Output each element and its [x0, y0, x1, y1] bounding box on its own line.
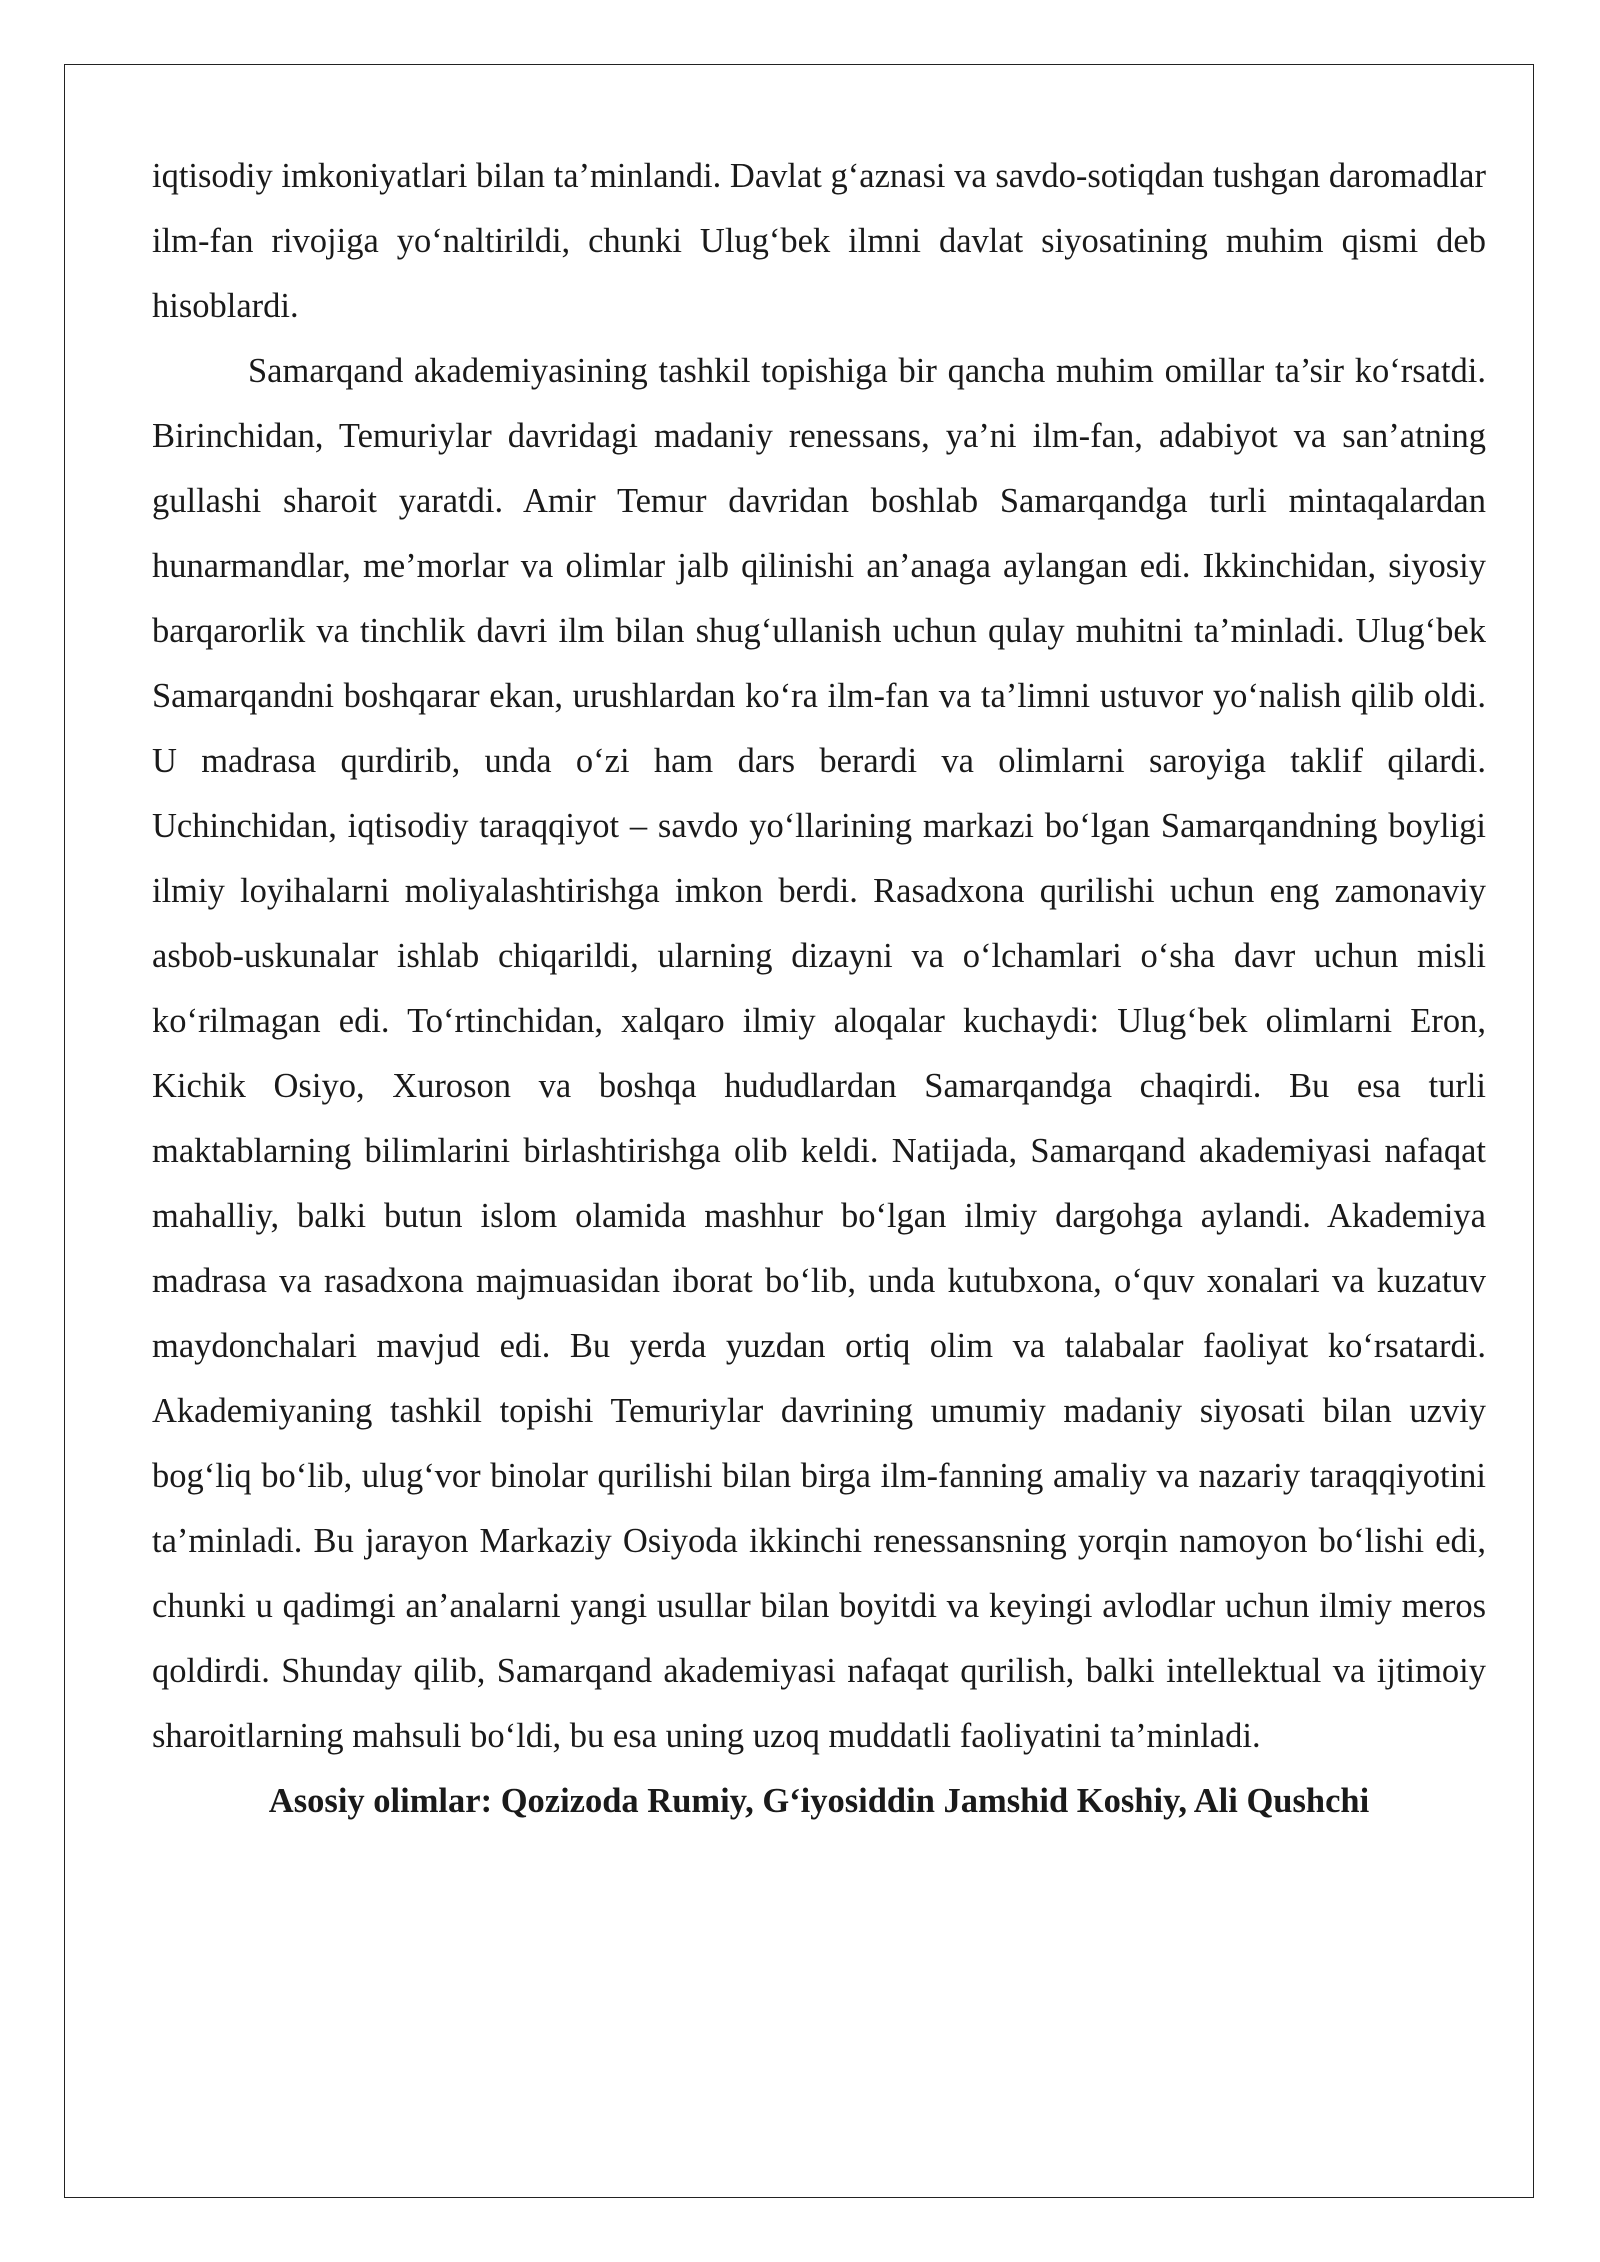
paragraph-intro: iqtisodiy imkoniyatlari bilan ta’minlandi. Davlat g‘aznasi va savdo-sotiqdan tushgan daromadlar ilm-fan rivojiga yo‘naltirildi, chunki Ulug‘bek ilmni davlat siyosatining muhim qismi deb hisoblardi. [152, 157, 1486, 325]
document-body [152, 144, 1486, 1834]
section-heading-scholars: Asosiy olimlar: Qozizoda Rumiy, G‘iyosiddin Jamshid Koshiy, Ali Qushchi [268, 1782, 1370, 1820]
paragraph-main: Samarqand akademiyasining tashkil topishiga bir qancha muhim omillar ta’sir ko‘rsatdi. Birinchidan, Temuriylar davridagi madaniy renessans, ya’ni ilm-fan, adabiyot va san’atning gullashi sharoit yaratdi. Amir Temur davridan boshlab Samarqandga turli mintaqalardan hunarmandlar, me’morlar va olimlar jalb qilinishi an’anaga aylangan edi. Ikkinchidan, siyosiy barqarorlik va tinchlik davri ilm bilan shug‘ullanish uchun qulay muhitni ta’minladi. Ulug‘bek Samarqandni boshqarar ekan, urushlardan ko‘ra ilm-fan va ta’limni ustuvor yo‘nalish qilib oldi. U madrasa qurdirib, unda o‘zi ham dars berardi va olimlarni saroyiga taklif qilardi. Uchinchidan, iqtisodiy taraqqiyot – savdo yo‘llarining markazi bo‘lgan Samarqandning boyligi ilmiy loyihalarni moliyalashtirishga imkon berdi. Rasadxona qurilishi uchun eng zamonaviy asbob-uskunalar ishlab chiqarildi, ularning dizayni va o‘lchamlari o‘sha davr uchun misli ko‘rilmagan edi. To‘rtinchidan, xalqaro ilmiy aloqalar kuchaydi: Ulug‘bek olimlarni Eron, Kichik Osiyo, Xuroson va boshqa hududlardan Samarqandga chaqirdi. Bu esa turli maktablarning bilimlarini birlashtirishga olib keldi. Natijada, Samarqand akademiyasi nafaqat mahalliy, balki butun islom olamida mashhur bo‘lgan ilmiy dargohga aylandi. Akademiya madrasa va rasadxona majmuasidan iborat bo‘lib, unda kutubxona, o‘quv xonalari va kuzatuv maydonchalari mavjud edi. Bu yerda yuzdan ortiq olim va talabalar faoliyat ko‘rsatardi. Akademiyaning tashkil topishi Temuriylar davrining umumiy madaniy siyosati bilan uzviy bog‘liq bo‘lib, ulug‘vor binolar qurilishi bilan birga ilm-fanning amaliy va nazariy taraqqiyotini ta’minladi. Bu jarayon Markaziy Osiyoda ikkinchi renessansning yorqin namoyon bo‘lishi edi, chunki u qadimgi an’analarni yangi usullar bilan boyitdi va keyingi avlodlar uchun ilmiy meros qoldirdi. Shunday qilib, Samarqand akademiyasi nafaqat qurilish, balki intellektual va ijtimoiy sharoitlarning mahsuli bo‘ldi, bu esa uning uzoq muddatli faoliyatini ta’minladi. [152, 352, 1486, 1755]
